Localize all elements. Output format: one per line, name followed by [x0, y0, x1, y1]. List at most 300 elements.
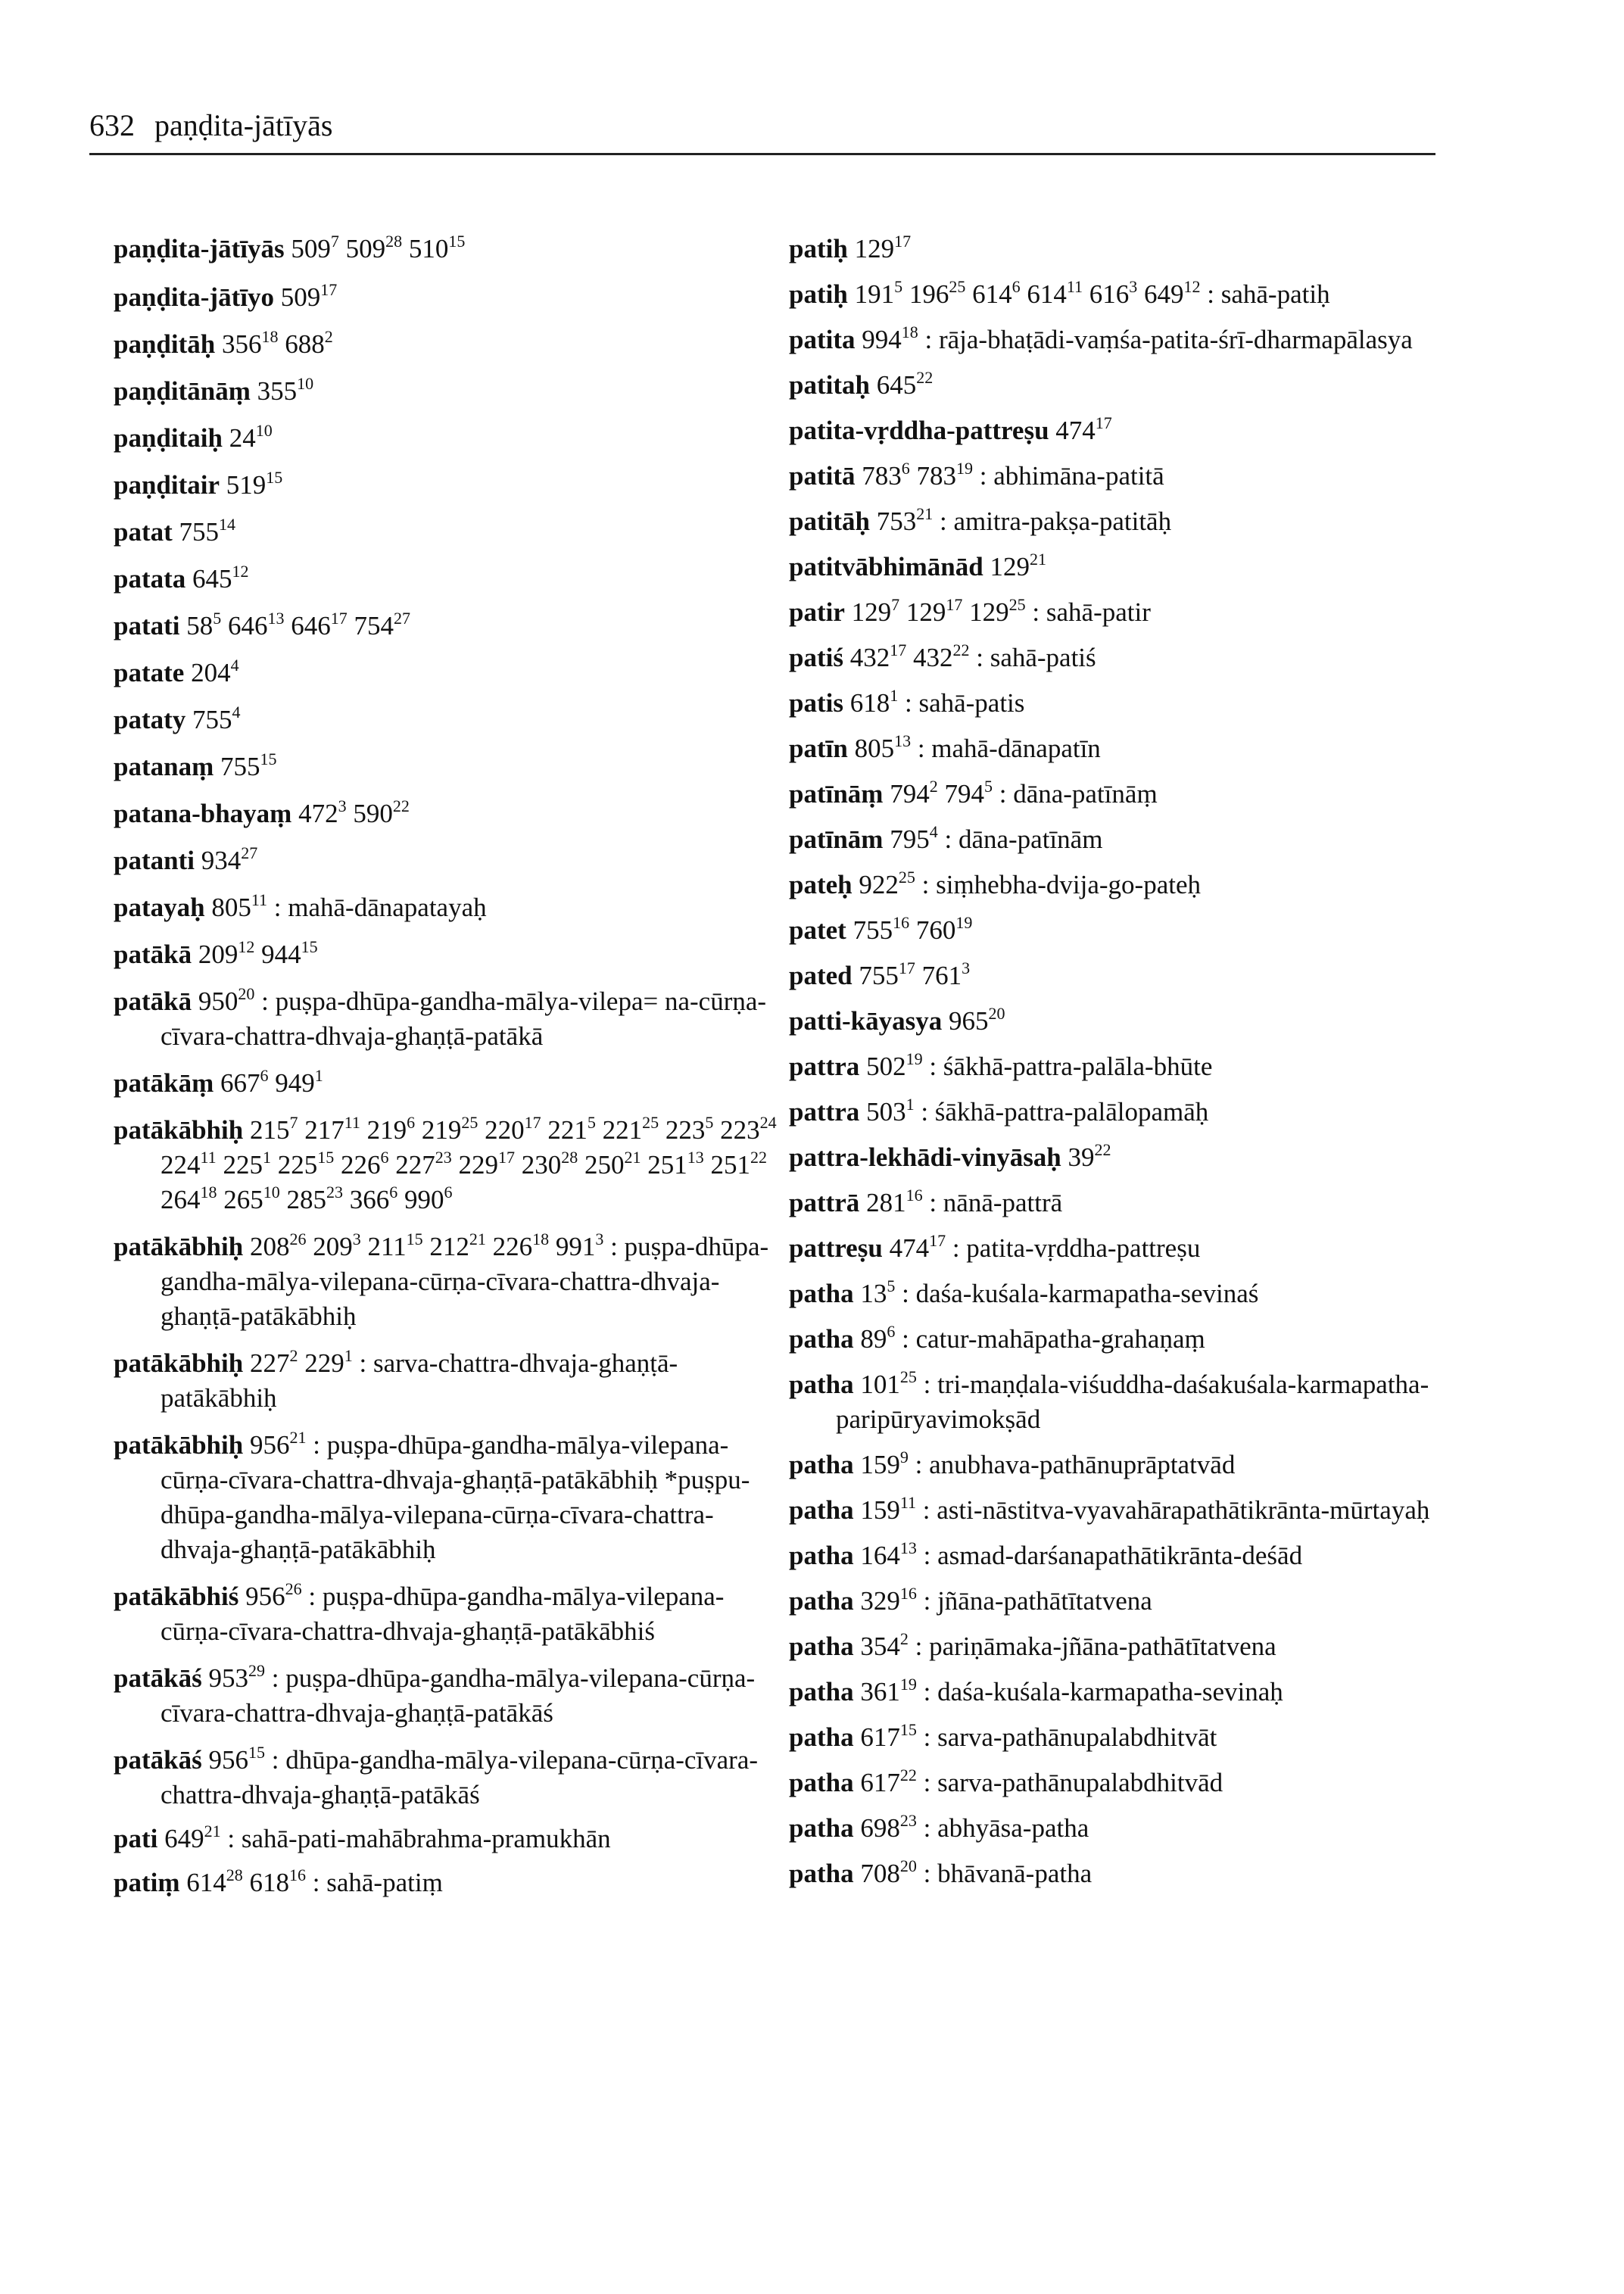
- page-reference: [909, 279, 966, 309]
- entry-gloss: pariṇāmaka-jñāna-pathātītatvena: [929, 1632, 1276, 1661]
- entry-headword: patitā: [789, 461, 856, 491]
- reference-page: 805: [854, 734, 895, 763]
- entry-gloss: jñāna-pathātītatvena: [937, 1586, 1152, 1616]
- reference-line: 7: [330, 232, 339, 251]
- reference-page: 24: [229, 423, 256, 453]
- index-entry: [114, 515, 780, 550]
- entry-headword: pati: [114, 1824, 158, 1853]
- reference-page: 755: [179, 517, 220, 547]
- index-entry: [114, 796, 780, 831]
- entry-headword: patiḥ: [789, 234, 848, 263]
- index-entry: pattra $502^{19}$ : śākhā-pattra-palāla-bhūte: [789, 1049, 1213, 1081]
- entry-headword: patīn: [789, 734, 848, 763]
- reference-line: 11: [1066, 277, 1083, 296]
- reference-page: 509: [345, 234, 386, 263]
- reference-page: 329: [860, 1586, 900, 1616]
- index-entry: pateḥ $922^{25}$ : siṃhebha-dvija-go-pateḥ: [789, 868, 1201, 899]
- entry-headword: patha: [789, 1324, 854, 1354]
- reference-line: 6: [380, 1148, 389, 1167]
- reference-line: 15: [899, 1720, 917, 1739]
- reference-line: 2: [899, 1629, 909, 1648]
- entry-headword: paṇḍitānāṃ: [114, 376, 251, 406]
- reference-page: 221: [547, 1115, 588, 1145]
- entry-gloss: sahā-patiś: [990, 643, 1096, 672]
- reference-line: 5: [983, 777, 993, 796]
- reference-page: 502: [866, 1052, 906, 1081]
- page-reference: [852, 597, 900, 627]
- page-reference: [198, 986, 255, 1016]
- reference-line: 16: [893, 913, 910, 932]
- reference-page: 956: [249, 1430, 290, 1460]
- reference-page: 510: [408, 234, 449, 263]
- reference-page: 953: [208, 1663, 248, 1693]
- page-reference: [208, 1745, 265, 1775]
- page-reference: [854, 731, 912, 763]
- entry-gloss: dāna-patīnām: [958, 824, 1103, 854]
- page-reference: [304, 1348, 353, 1378]
- reference-page: 649: [1144, 279, 1184, 309]
- entry-gloss: mahā-dānapatīn: [931, 734, 1101, 763]
- index-entry: pattrā $281^{16}$ : nānā-pattrā: [789, 1186, 1063, 1217]
- reference-line: 17: [894, 232, 912, 251]
- reference-line: 6: [887, 1322, 896, 1341]
- reference-line: 21: [289, 1428, 307, 1447]
- reference-page: 281: [866, 1188, 906, 1217]
- reference-page: 761: [921, 961, 962, 990]
- reference-line: 19: [955, 913, 973, 932]
- page-reference: [201, 843, 258, 875]
- reference-line: 22: [750, 1148, 767, 1167]
- entry-gloss: sarva-chattra-dhvaja-ghaṇṭā-patākābhiḥ: [161, 1348, 678, 1413]
- page-reference: [285, 329, 333, 359]
- page-reference: [949, 1006, 1005, 1036]
- reference-page: 645: [876, 370, 917, 400]
- page-reference: [161, 1150, 217, 1180]
- page-reference: [710, 1150, 767, 1180]
- entry-headword: paṇḍitāḥ: [114, 329, 216, 359]
- entry-gloss: sarva-pathānupalabdhitvād: [937, 1768, 1223, 1797]
- entry-headword: patha: [789, 1450, 854, 1479]
- entry-headword: paṇḍita-jātīyo: [114, 282, 274, 312]
- index-entry: patitāḥ $753^{21}$ : amitra-pakṣa-patitāḥ: [789, 504, 1172, 536]
- page-reference: [647, 1150, 704, 1180]
- page-reference: [220, 752, 277, 781]
- reference-line: 10: [263, 1183, 280, 1202]
- entry-gloss: catur-mahāpatha-grahaṇaṃ: [915, 1324, 1205, 1354]
- page-reference: [228, 611, 285, 641]
- page-reference: [862, 325, 918, 354]
- entry-headword: patiḥ: [789, 279, 848, 309]
- reference-page: 129: [906, 597, 946, 627]
- page-reference: [547, 1115, 596, 1145]
- reference-line: 4: [232, 703, 241, 722]
- page-reference: [346, 234, 403, 263]
- entry-gloss: asmad-darśanapathātikrānta-deśād: [937, 1541, 1303, 1570]
- reference-page: 224: [161, 1150, 201, 1180]
- page-number: 632: [89, 108, 135, 142]
- reference-line: 25: [1008, 595, 1026, 614]
- entry-gloss: puṣpa-dhūpa-gandha-mālya-vilepana-cūrṇa-cīvara-chattra-dhvaja-ghaṇṭā-patākābhiś: [161, 1582, 725, 1646]
- reference-page: 965: [949, 1006, 989, 1036]
- reference-page: 356: [222, 329, 262, 359]
- page-reference: [395, 1150, 452, 1180]
- reference-line: 16: [289, 1865, 306, 1884]
- page-reference: [1068, 1142, 1111, 1172]
- page-reference: [422, 1115, 478, 1145]
- reference-page: 755: [192, 705, 232, 734]
- entry-headword: pattreṣu: [789, 1233, 883, 1263]
- reference-page: 614: [1027, 279, 1067, 309]
- page-reference: [409, 234, 466, 263]
- page-reference: [584, 1150, 641, 1180]
- entry-headword: patti-kāyasya: [789, 1006, 943, 1036]
- reference-page: 226: [340, 1150, 381, 1180]
- index-entry: patākāś $953^{29}$ : puṣpa-dhūpa-gandha-mālya-vilepana-cūrṇa-cīvara-chattra-dhvaja-ghaṇṭā-patākāś: [114, 1661, 756, 1728]
- reference-line: 7: [289, 1113, 298, 1132]
- running-header: [89, 108, 1452, 144]
- index-entry: patis $618^1$ : sahā-patis: [789, 686, 1025, 718]
- reference-line: 22: [1094, 1140, 1111, 1159]
- index-entry: [114, 1066, 780, 1101]
- reference-line: 17: [1095, 413, 1112, 432]
- index-entry: [114, 562, 780, 597]
- reference-line: 17: [497, 1148, 515, 1167]
- entry-headword: pateḥ: [789, 870, 853, 899]
- reference-line: 14: [219, 515, 236, 534]
- index-entry: pati $649^{21}$ : sahā-pati-mahābrahma-pramukhān: [114, 1822, 611, 1853]
- page-reference: [341, 1150, 389, 1180]
- entry-headword: patākābhiḥ: [114, 1430, 244, 1460]
- reference-page: 949: [275, 1068, 315, 1098]
- page-reference: [198, 937, 255, 969]
- page-reference: [287, 1185, 344, 1214]
- entry-headword: patitaḥ: [789, 370, 870, 400]
- reference-line: 2: [929, 777, 938, 796]
- entry-gloss: mahā-dānapatayaḥ: [288, 893, 487, 922]
- index-entry: patha $159^9$ : anubhava-pathānuprāptatvād: [789, 1448, 1236, 1479]
- reference-page: 101: [860, 1370, 900, 1399]
- page-reference: [906, 597, 963, 627]
- page-reference: [859, 958, 915, 990]
- reference-line: 15: [266, 468, 283, 487]
- page-reference: [191, 658, 239, 687]
- reference-page: 366: [349, 1185, 390, 1214]
- index-entry: [114, 937, 780, 972]
- index-entry: [789, 1004, 1470, 1039]
- reference-line: 19: [906, 1049, 923, 1068]
- reference-line: 26: [285, 1579, 302, 1598]
- index-entry: [114, 656, 780, 690]
- entry-headword: patis: [789, 688, 843, 718]
- reference-page: 212: [429, 1232, 469, 1261]
- entry-gloss: sahā-patiḥ: [1220, 279, 1330, 309]
- page-reference: [866, 1049, 923, 1081]
- reference-page: 503: [866, 1097, 906, 1127]
- reference-page: 755: [853, 915, 893, 945]
- reference-line: 4: [230, 656, 239, 675]
- reference-page: 760: [915, 915, 956, 945]
- reference-page: 227: [395, 1150, 435, 1180]
- entry-headword: patha: [789, 1677, 854, 1706]
- page-reference: [1089, 279, 1138, 309]
- reference-page: 191: [854, 279, 895, 309]
- page-reference: [860, 1677, 917, 1706]
- reference-page: 755: [220, 752, 260, 781]
- page-reference: [860, 1722, 917, 1752]
- page-reference: [245, 1579, 302, 1611]
- reference-line: 15: [248, 1743, 265, 1762]
- page-reference: [913, 643, 970, 672]
- entry-gloss: bhāvanā-patha: [937, 1859, 1093, 1888]
- page-reference: [493, 1232, 550, 1261]
- reference-line: 13: [267, 609, 285, 628]
- entry-headword: pataty: [114, 705, 186, 734]
- page-reference: [161, 1185, 217, 1214]
- page-reference: [250, 1115, 298, 1145]
- page-reference: [278, 1150, 335, 1180]
- reference-line: 10: [255, 421, 273, 440]
- entry-gloss: dāna-patīnāṃ: [1013, 779, 1158, 809]
- entry-headword: patākābhiḥ: [114, 1232, 244, 1261]
- entry-headword: patha: [789, 1541, 854, 1570]
- reference-line: 15: [260, 750, 277, 768]
- entry-headword: patitvābhimānād: [789, 552, 983, 581]
- reference-page: 265: [223, 1185, 263, 1214]
- reference-line: 20: [238, 984, 255, 1003]
- index-entry: patīn $805^{13}$ : mahā-dānapatīn: [789, 731, 1101, 763]
- page-reference: [860, 1629, 909, 1661]
- reference-line: 9: [899, 1448, 909, 1466]
- reference-line: 25: [899, 1367, 917, 1386]
- page-reference: [186, 611, 221, 641]
- reference-page: 223: [720, 1115, 760, 1145]
- reference-page: 944: [261, 940, 301, 969]
- index-entry: patākābhiḥ $956^{21}$ : puṣpa-dhūpa-gandha-mālya-vilepana-cūrṇa-cīvara-chattra-dhvaja-ghaṇṭā-patākābhiḥ *puṣpu-dhūpa-gandha-mālya-vilepana-cūrṇa-cīvara-chattra-dhvaja-ghaṇṭā-patākābhiḥ: [114, 1428, 750, 1564]
- reference-page: 164: [860, 1541, 900, 1570]
- reference-page: 204: [191, 658, 231, 687]
- reference-line: 6: [260, 1066, 269, 1085]
- reference-page: 753: [876, 506, 917, 536]
- page-reference: [720, 1115, 777, 1145]
- entry-headword: patati: [114, 611, 180, 641]
- page-reference: [855, 279, 903, 309]
- page-reference: [866, 1188, 923, 1217]
- page-reference: [429, 1232, 486, 1261]
- entry-headword: patha: [789, 1859, 854, 1888]
- page-reference: [860, 1856, 917, 1888]
- reference-page: 646: [291, 611, 331, 641]
- reference-line: 6: [407, 1113, 416, 1132]
- reference-line: 28: [561, 1148, 578, 1167]
- page-reference: [866, 1097, 915, 1127]
- reference-line: 16: [899, 1584, 917, 1603]
- reference-page: 217: [304, 1115, 344, 1145]
- page-reference: [291, 611, 348, 641]
- reference-page: 617: [860, 1768, 900, 1797]
- index-entry: [114, 327, 780, 362]
- index-entry: patha $617^{22}$ : sarva-pathānupalabdhitvād: [789, 1766, 1223, 1797]
- entry-gloss: anubhava-pathānuprāptatvād: [929, 1450, 1236, 1479]
- page-reference: [291, 234, 339, 263]
- reference-page: 251: [710, 1150, 750, 1180]
- reference-line: 5: [213, 609, 222, 628]
- reference-page: 950: [198, 986, 238, 1016]
- reference-page: 667: [220, 1068, 260, 1098]
- reference-page: 934: [201, 846, 242, 875]
- page-reference: [164, 1824, 221, 1853]
- reference-line: 19: [899, 1675, 917, 1694]
- index-entry: patākāś $956^{15}$ : dhūpa-gandha-mālya-vilepana-cūrṇa-cīvara-chattra-dhvaja-ghaṇṭā-patākāś: [114, 1743, 759, 1809]
- reference-page: 922: [859, 870, 899, 899]
- entry-gloss: abhyāsa-patha: [937, 1813, 1089, 1843]
- reference-line: 3: [352, 1230, 361, 1248]
- entry-headword: patha: [789, 1495, 854, 1525]
- page-reference: [877, 370, 934, 400]
- reference-line: 23: [899, 1811, 917, 1830]
- entry-gloss: siṃhebha-dvija-go-pateḥ: [936, 870, 1201, 899]
- index-entry: patha $329^{16}$ : jñāna-pathātītatvena: [789, 1584, 1152, 1616]
- index-column-left: [114, 232, 780, 1900]
- reference-line: 2: [289, 1346, 298, 1365]
- reference-line: 27: [394, 609, 410, 628]
- header-rule: [89, 153, 1435, 155]
- entry-headword: patha: [789, 1813, 854, 1843]
- page-reference: [890, 1233, 946, 1263]
- page-reference: [853, 915, 910, 945]
- reference-page: 805: [211, 893, 251, 922]
- reference-line: 10: [297, 374, 314, 393]
- entry-gloss: puṣpa-dhūpa-gandha-mālya-vilepana-cūrṇa-cīvara-chattra-dhvaja-ghaṇṭā-patākābhiḥ *puṣpu-dhūpa-gandha-mālya-vilepana-cūrṇa-cīvara-chattra-dhvaja-ghaṇṭā-patākābhiḥ: [161, 1430, 750, 1564]
- index-entry: patita $994^{18}$ : rāja-bhaṭādi-vaṃśa-patita-śrī-dharmapālasya: [789, 323, 1413, 354]
- page-reference: [275, 1068, 323, 1098]
- reference-page: 509: [291, 234, 331, 263]
- page-reference: [860, 1768, 917, 1797]
- page-reference: [860, 1450, 909, 1479]
- entry-gloss: sahā-patir: [1046, 597, 1151, 627]
- index-entry: patha $361^{19}$ : daśa-kuśala-karmapatha-sevinaḥ: [789, 1675, 1283, 1706]
- page-reference: [313, 1232, 361, 1261]
- reference-page: 89: [860, 1324, 887, 1354]
- index-entry: [114, 421, 780, 456]
- reference-page: 285: [286, 1185, 326, 1214]
- page-reference: [890, 779, 938, 809]
- entry-gloss: rāja-bhaṭādi-vaṃśa-patita-śrī-dharmapālasya: [938, 325, 1413, 354]
- reference-line: 15: [406, 1230, 423, 1248]
- reference-line: 16: [906, 1186, 923, 1205]
- reference-line: 22: [952, 641, 970, 659]
- page-reference: [1055, 413, 1112, 445]
- page-reference: [250, 1430, 307, 1460]
- index-entry: patha $354^2$ : pariṇāmaka-jñāna-pathātītatvena: [789, 1629, 1276, 1661]
- reference-page: 795: [890, 824, 930, 854]
- page-reference: [186, 1865, 243, 1897]
- entry-headword: pattra-lekhādi-vinyāsaḥ: [789, 1142, 1061, 1172]
- reference-line: 17: [929, 1231, 946, 1250]
- entry-headword: patīnāṃ: [789, 779, 884, 809]
- entry-headword: patate: [114, 658, 185, 687]
- entry-headword: paṇḍitair: [114, 470, 220, 500]
- reference-page: 220: [485, 1115, 525, 1145]
- reference-page: 129: [851, 597, 892, 627]
- reference-line: 3: [338, 796, 347, 815]
- reference-page: 250: [584, 1150, 625, 1180]
- reference-line: 21: [624, 1148, 641, 1167]
- reference-line: 18: [532, 1230, 550, 1248]
- reference-page: 221: [602, 1115, 643, 1145]
- reference-page: 219: [366, 1115, 407, 1145]
- page-reference: [917, 461, 974, 491]
- reference-line: 21: [204, 1822, 221, 1840]
- reference-line: 12: [232, 562, 249, 581]
- index-entry: patha $708^{20}$ : bhāvanā-patha: [789, 1856, 1093, 1888]
- reference-line: 24: [759, 1113, 777, 1132]
- entry-headword: patākā: [114, 986, 192, 1016]
- reference-page: 361: [860, 1677, 900, 1706]
- page-reference: [862, 461, 910, 491]
- page-reference: [458, 1150, 515, 1180]
- reference-page: 614: [186, 1868, 226, 1897]
- index-entry: patayaḥ $805^{11}$ : mahā-dānapatayaḥ: [114, 890, 487, 922]
- reference-page: 698: [860, 1813, 900, 1843]
- reference-line: 17: [524, 1113, 541, 1132]
- page-reference: [350, 1185, 398, 1214]
- reference-line: 22: [392, 796, 410, 815]
- entry-headword: patita-vṛddha-pattreṣu: [789, 416, 1049, 445]
- reference-line: 22: [899, 1766, 917, 1784]
- entry-gloss: dhūpa-gandha-mālya-vilepana-cūrṇa-cīvara-chattra-dhvaja-ghaṇṭā-patākāś: [161, 1745, 759, 1809]
- page-reference: [921, 958, 971, 990]
- index-entry: [789, 413, 1470, 448]
- entry-headword: patanti: [114, 846, 195, 875]
- entry-headword: patākāś: [114, 1745, 202, 1775]
- entry-gloss: puṣpa-dhūpa-gandha-mālya-vilepana-cūrṇa-cīvara-chattra-dhvaja-ghaṇṭā-patākāś: [161, 1663, 756, 1728]
- reference-page: 58: [186, 611, 214, 641]
- page-reference: [353, 796, 410, 828]
- reference-page: 646: [228, 611, 268, 641]
- index-entry: [789, 1140, 1470, 1175]
- reference-line: 1: [906, 1095, 915, 1114]
- reference-page: 355: [257, 376, 298, 406]
- index-entry: [789, 913, 1470, 948]
- page-reference: [665, 1115, 714, 1145]
- reference-page: 159: [860, 1450, 900, 1479]
- index-entry: [114, 232, 780, 266]
- page-reference: [192, 564, 249, 594]
- page-reference: [890, 824, 938, 854]
- reference-line: 17: [330, 609, 348, 628]
- index-entry: [114, 843, 780, 878]
- entry-gloss: sahā-patiṃ: [326, 1868, 443, 1897]
- reference-page: 472: [298, 799, 338, 828]
- reference-line: 15: [448, 232, 466, 251]
- index-entry: patha $698^{23}$ : abhyāsa-patha: [789, 1811, 1089, 1843]
- reference-line: 11: [344, 1113, 360, 1132]
- reference-page: 209: [313, 1232, 353, 1261]
- reference-line: 22: [916, 368, 934, 387]
- index-entry: patākābhiś $956^{26}$ : puṣpa-dhūpa-gandha-mālya-vilepana-cūrṇa-cīvara-chattra-dhvaja-ghaṇṭā-patākābhiś: [114, 1579, 725, 1646]
- page-reference: [556, 1232, 604, 1261]
- index-entry: [114, 750, 780, 784]
- page-reference: [916, 915, 973, 945]
- entry-headword: patha: [789, 1722, 854, 1752]
- entry-headword: patākābhiḥ: [114, 1115, 244, 1145]
- reference-page: 618: [249, 1868, 289, 1897]
- entry-gloss: sarva-pathānupalabdhitvāt: [937, 1722, 1217, 1752]
- reference-page: 13: [860, 1279, 887, 1308]
- entry-headword: patet: [789, 915, 846, 945]
- page-reference: [877, 506, 934, 536]
- page-reference: [855, 234, 912, 263]
